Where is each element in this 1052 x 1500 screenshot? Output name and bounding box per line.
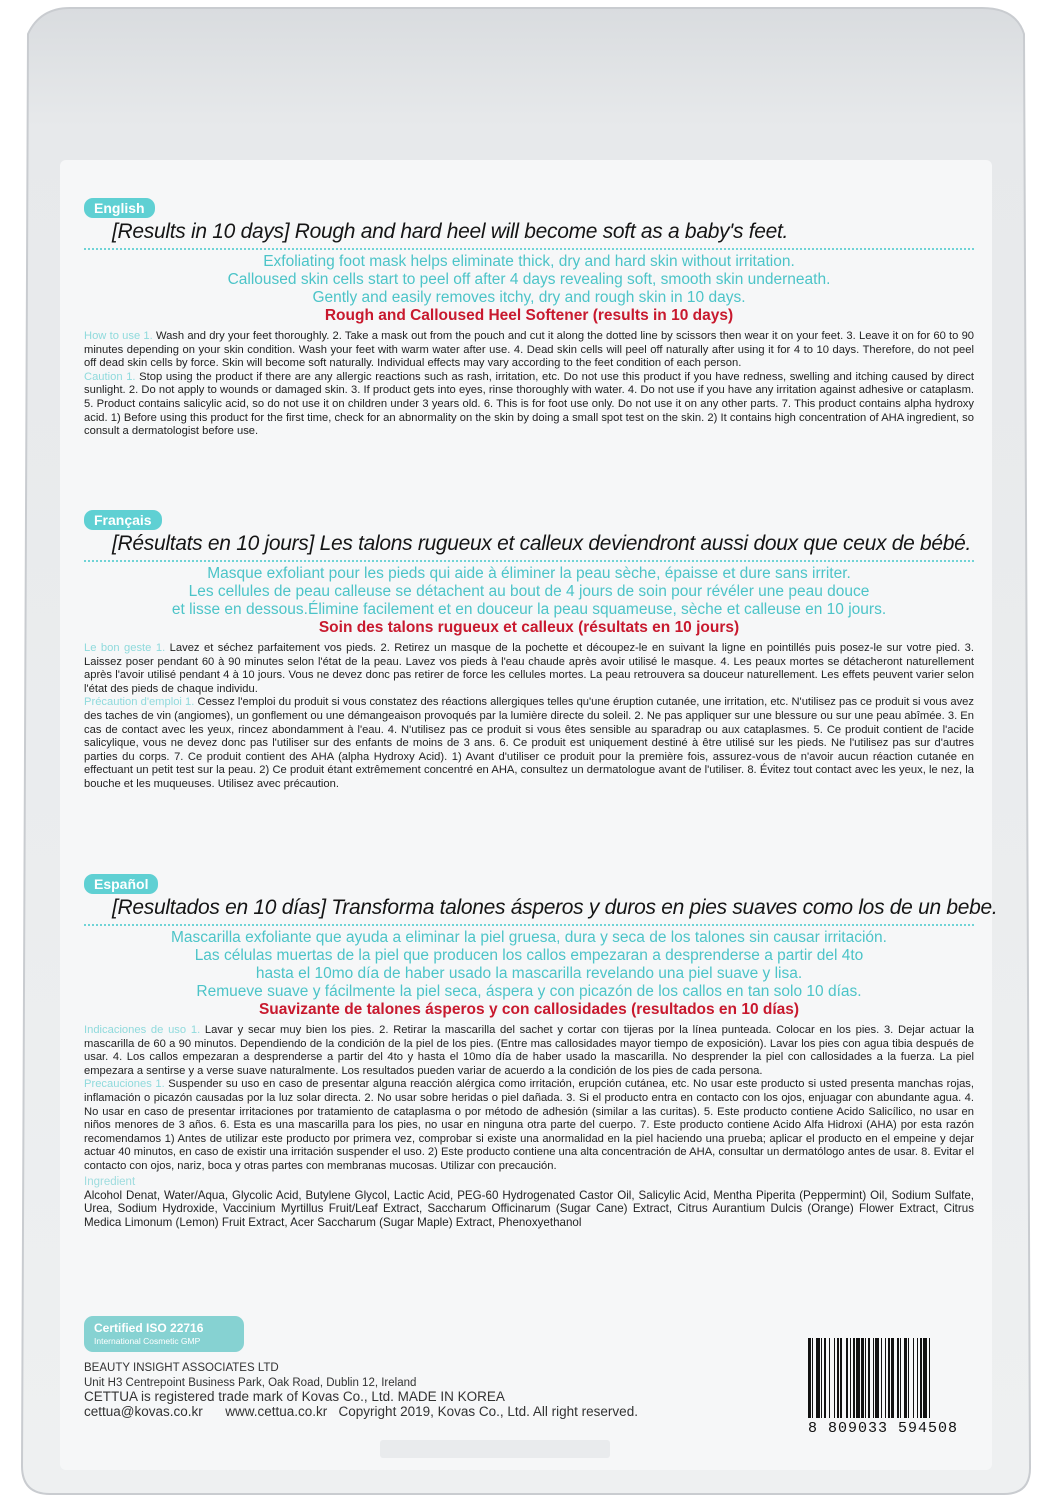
howto-label: Le bon geste 1. xyxy=(84,642,166,654)
iso-cert-badge: Certified ISO 22716 International Cosmetic GMP xyxy=(84,1316,244,1352)
spanish-instructions: Indicaciones de uso 1. Lavar y secar muy bien los pies. 2. Retirar la mascarilla del sachet y cortar con tijeras por la línea punteada. Colocar en los pies. 3. Dejar actuar la mascarilla de 60 a 90 minutos. Dependiendo de la condición de la piel de los pies. (Entre mas callosidades mayor tiempo de exposición). Lavar los pies con agua tibia después de usar. 4. Los callos empezaran a desprenderse a partir del 4to y hasta el 10mo día de haber usado la mascarilla. No desprender la piel con callosidades a la fuerza. La piel empezara a sentirse y a verse suave naturalmente. Los resultados pueden variar de acuerdo a la condición de los pies de cada persona. Precauciones 1. Suspender su uso en caso de presentar alguna reacción alérgica como irritación, erupción cutánea, etc. No usar este producto si usted presenta manchas rojas, inflamación o picazón causadas por la luz solar directa. 2. No usar sobre heridas o piel dañada. 3. Si el producto entra en contacto con los ojos, enjuagar con abundante agua. 4. No usar en caso de presentar irritaciones por tratamiento de cataplasma o por método de adhesión (similar a las curitas). 5. Este producto contiene Acido Salicílico, no usar en niños menores de 3 años. 6. Esta es una mascarilla para los pies, no usar en ninguna otra parte del cuerpo. 7. Este producto contiene Acido Alfa Hidroxi (AHA) por esta razón recomendamos 1) Antes de utilizar este producto por primera vez, comprobar si existe una anormalidad en la piel haciendo una prueba; aplicar el producto en el empeine y dejar actuar 40 minutos, en caso de existir una irritación suspender el uso. 2) Este producto contiene una alta concentración de AHA, consultar un dermatólogo antes de usar. 8. Evitar el contacto con ojos, nariz, boca y otras partes con membranas mucosas. Utilizar con precaución. xyxy=(84,1024,975,1172)
company-address: BEAUTY INSIGHT ASSOCIATES LTD Unit H3 Centrepoint Business Park, Oak Road, Dublin 12, Ireland CETTUA is registered trade mark of Kovas Co., Ltd. MADE IN KOREA cettua@kovas.co.kr www.cettua.co.kr Copyright 2019, Kovas Co., Ltd. All right reserved. xyxy=(84,1362,638,1419)
spanish-section xyxy=(84,874,998,1229)
spanish-tab: Español xyxy=(84,874,158,894)
ingredient-list: Alcohol Denat, Water/Aqua, Glycolic Acid, Butylene Glycol, Lactic Acid, PEG-60 Hydrogenated Castor Oil, Salicylic Acid, Mentha Piperita (Peppermint) Oil, Sodium Sulfate, Urea, Sodium Hydroxide, Vaccinium Myrtillus Fruit/Leaf Extract, Saccharum Officinarum (Sugar Cane) Extract, Citrus Aurantium Dulcis (Orange) Flower Extract, Citrus Medica Limonum (Lemon) Fruit Extract, Acer Saccharum (Sugar Maple) Extract, Phenoxyethanol xyxy=(84,1188,974,1229)
divider xyxy=(84,560,974,562)
spanish-headline: [Resultados en 10 días] Transforma talones ásperos y duros en pies suaves como los de un bebe. xyxy=(112,896,998,919)
french-section xyxy=(84,510,974,792)
barcode xyxy=(808,1338,974,1437)
english-subtitle: Rough and Calloused Heel Softener (results in 10 days) xyxy=(324,307,734,324)
divider xyxy=(84,248,974,250)
lot-print-area xyxy=(380,1440,610,1458)
english-section xyxy=(84,198,974,439)
english-tab: English xyxy=(84,198,155,218)
french-headline: [Résultats en 10 jours] Les talons rugueux et calleux deviendront aussi doux que ceux de bébé. xyxy=(112,532,972,555)
howto-label: How to use 1. xyxy=(84,330,153,342)
caution-label: Precauciones 1. xyxy=(84,1078,165,1091)
barcode-stripe xyxy=(930,1338,933,1418)
barcode-bars xyxy=(808,1338,974,1418)
caution-label: Précaution d'emploi 1. xyxy=(84,696,195,709)
french-subtitle: Soin des talons rugueux et calleux (résultats en 10 jours) xyxy=(318,619,740,636)
ingredient-label: Ingredient xyxy=(84,1175,136,1188)
spanish-lead: Mascarilla exfoliante que ayuda a eliminar la piel gruesa, dura y seca de los talones sin causar irritación. Las células muertas de la piel que producen los callos empezaran a desprenderse a partir del 4to hasta el 10mo día de haber usado la mascarilla revelando una piel suave y lisa. Remueve suave y fácilmente la piel seca, áspera y con picazón de los callos en tan solo 10 días. xyxy=(171,929,887,1000)
label-panel xyxy=(84,186,998,1456)
english-lead: Exfoliating foot mask helps eliminate thick, dry and hard skin without irritation. Calloused skin cells start to peel off after 4 days revealing soft, smooth skin underneath. Gently and easily removes itchy, dry and rough skin in 10 days. xyxy=(227,253,831,306)
caution-label: Caution 1. xyxy=(84,370,136,383)
french-instructions: Le bon geste 1. Lavez et séchez parfaitement vos pieds. 2. Retirez un masque de la pochette et découpez-le en suivant la ligne en pointillés puis posez-le sur votre pied. 3. Laissez poser pendant 60 à 90 minutes selon l'état de la peau. Lavez vos pieds à l'eau chaude après avoir utilisé le masque. 4. Les peaux mortes se détacheront naturellement après l'avoir utilisé pendant 4 à 10 jours. Vous ne devez donc pas retirer de force les cellules mortes. La peau retrouvera sa douceur naturellement. Les effets peuvent varier selon l'état des pieds de chaque individu. Précaution d'emploi 1. Cessez l'emploi du produit si vous constatez des réactions allergiques telles qu'une éruption cutanée, une irritation, etc. N'utilisez pas ce produit si vous avez des taches de vin (angiomes), un gonflement ou une démangeaison provoqués par la lumière directe du soleil. 2. Ne pas appliquer sur une blessure ou sur une peau abîmée. 3. En cas de contact avec les yeux, rincez abondamment à l'eau. 4. N'utilisez pas ce produit si vous êtes sensible au sparadrap ou aux cataplasmes. 5. Ce produit contient de l'acide salicylique, vous ne devez donc pas l'utiliser sur des enfants de moins de 3 ans. 6. Ce produit est uniquement destiné à être utilisé sur les pieds. Ne l'utilisez pas sur d'autres parties du corps. 7. Ce produit contient des AHA (alpha Hydroxy Acid). 1) Avant d'utiliser ce produit pour la première fois, assurez-vous de n'avoir aucun réaction cutanée en effectuant un petit test sur la peau. 2) Ce produit étant extrêmement concentré en AHA, consultez un dermatologue avant de l'utiliser. 8. Évitez tout contact avec les yeux, le nez, la bouche et les muqueuses. Utilisez avec précaution. xyxy=(84,642,975,790)
english-instructions: How to use 1. Wash and dry your feet thoroughly. 2. Take a mask out from the pouch and cut it along the dotted line by scissors then wear it on your feet. 3. Leave it on for 60 to 90 minutes depending on your skin condition. Wash your feet with warm water after use. 4. Dead skin cells will peel off naturally after using it for 4 to 10 days. Therefore, do not peel off dead skin cells by force. Skin will become soft naturally. Individual effects may vary according to the feet condition of each person. Caution 1. Stop using the product if there are any allergic reactions such as rash, irritation, etc. Do not use this product if you have redness, swelling and itching caused by direct sunlight. 2. Do not apply to wounds or damaged skin. 3. If product gets into eyes, rinse thoroughly with water. 4. Do not use if you have any irritation against adhesive or cataplasm. 5. Product contains salicylic acid, so do not use it on children under 3 years old. 6. This is for foot use only. Do not use it on any other parts. 7. This product contains alpha hydroxy acid. 1) Before using this product for the first time, check for an abnormality on the skin by doing a small spot test on the skin. 2) It contains high concentration of AHA ingredient, so consult a dermatologist before use. xyxy=(84,330,975,438)
french-lead: Masque exfoliant pour les pieds qui aide à éliminer la peau sèche, épaisse et dure sans irriter. Les cellules de peau calleuse se détachent au bout de 4 jours de soin pour révéler une peau douce et lisse en dessous.Élimine facilement et en douceur la peau squameuse, sèche et calleuse en 10 jours. xyxy=(171,565,887,618)
divider xyxy=(84,924,974,926)
spanish-subtitle: Suavizante de talones ásperos y con callosidades (resultados en 10 días) xyxy=(258,1001,800,1018)
barcode-number: 8 809033 594508 xyxy=(808,1420,959,1437)
french-tab: Français xyxy=(84,510,162,530)
english-headline: [Results in 10 days] Rough and hard heel will become soft as a baby's feet. xyxy=(112,220,789,243)
howto-label: Indicaciones de uso 1. xyxy=(84,1024,201,1036)
